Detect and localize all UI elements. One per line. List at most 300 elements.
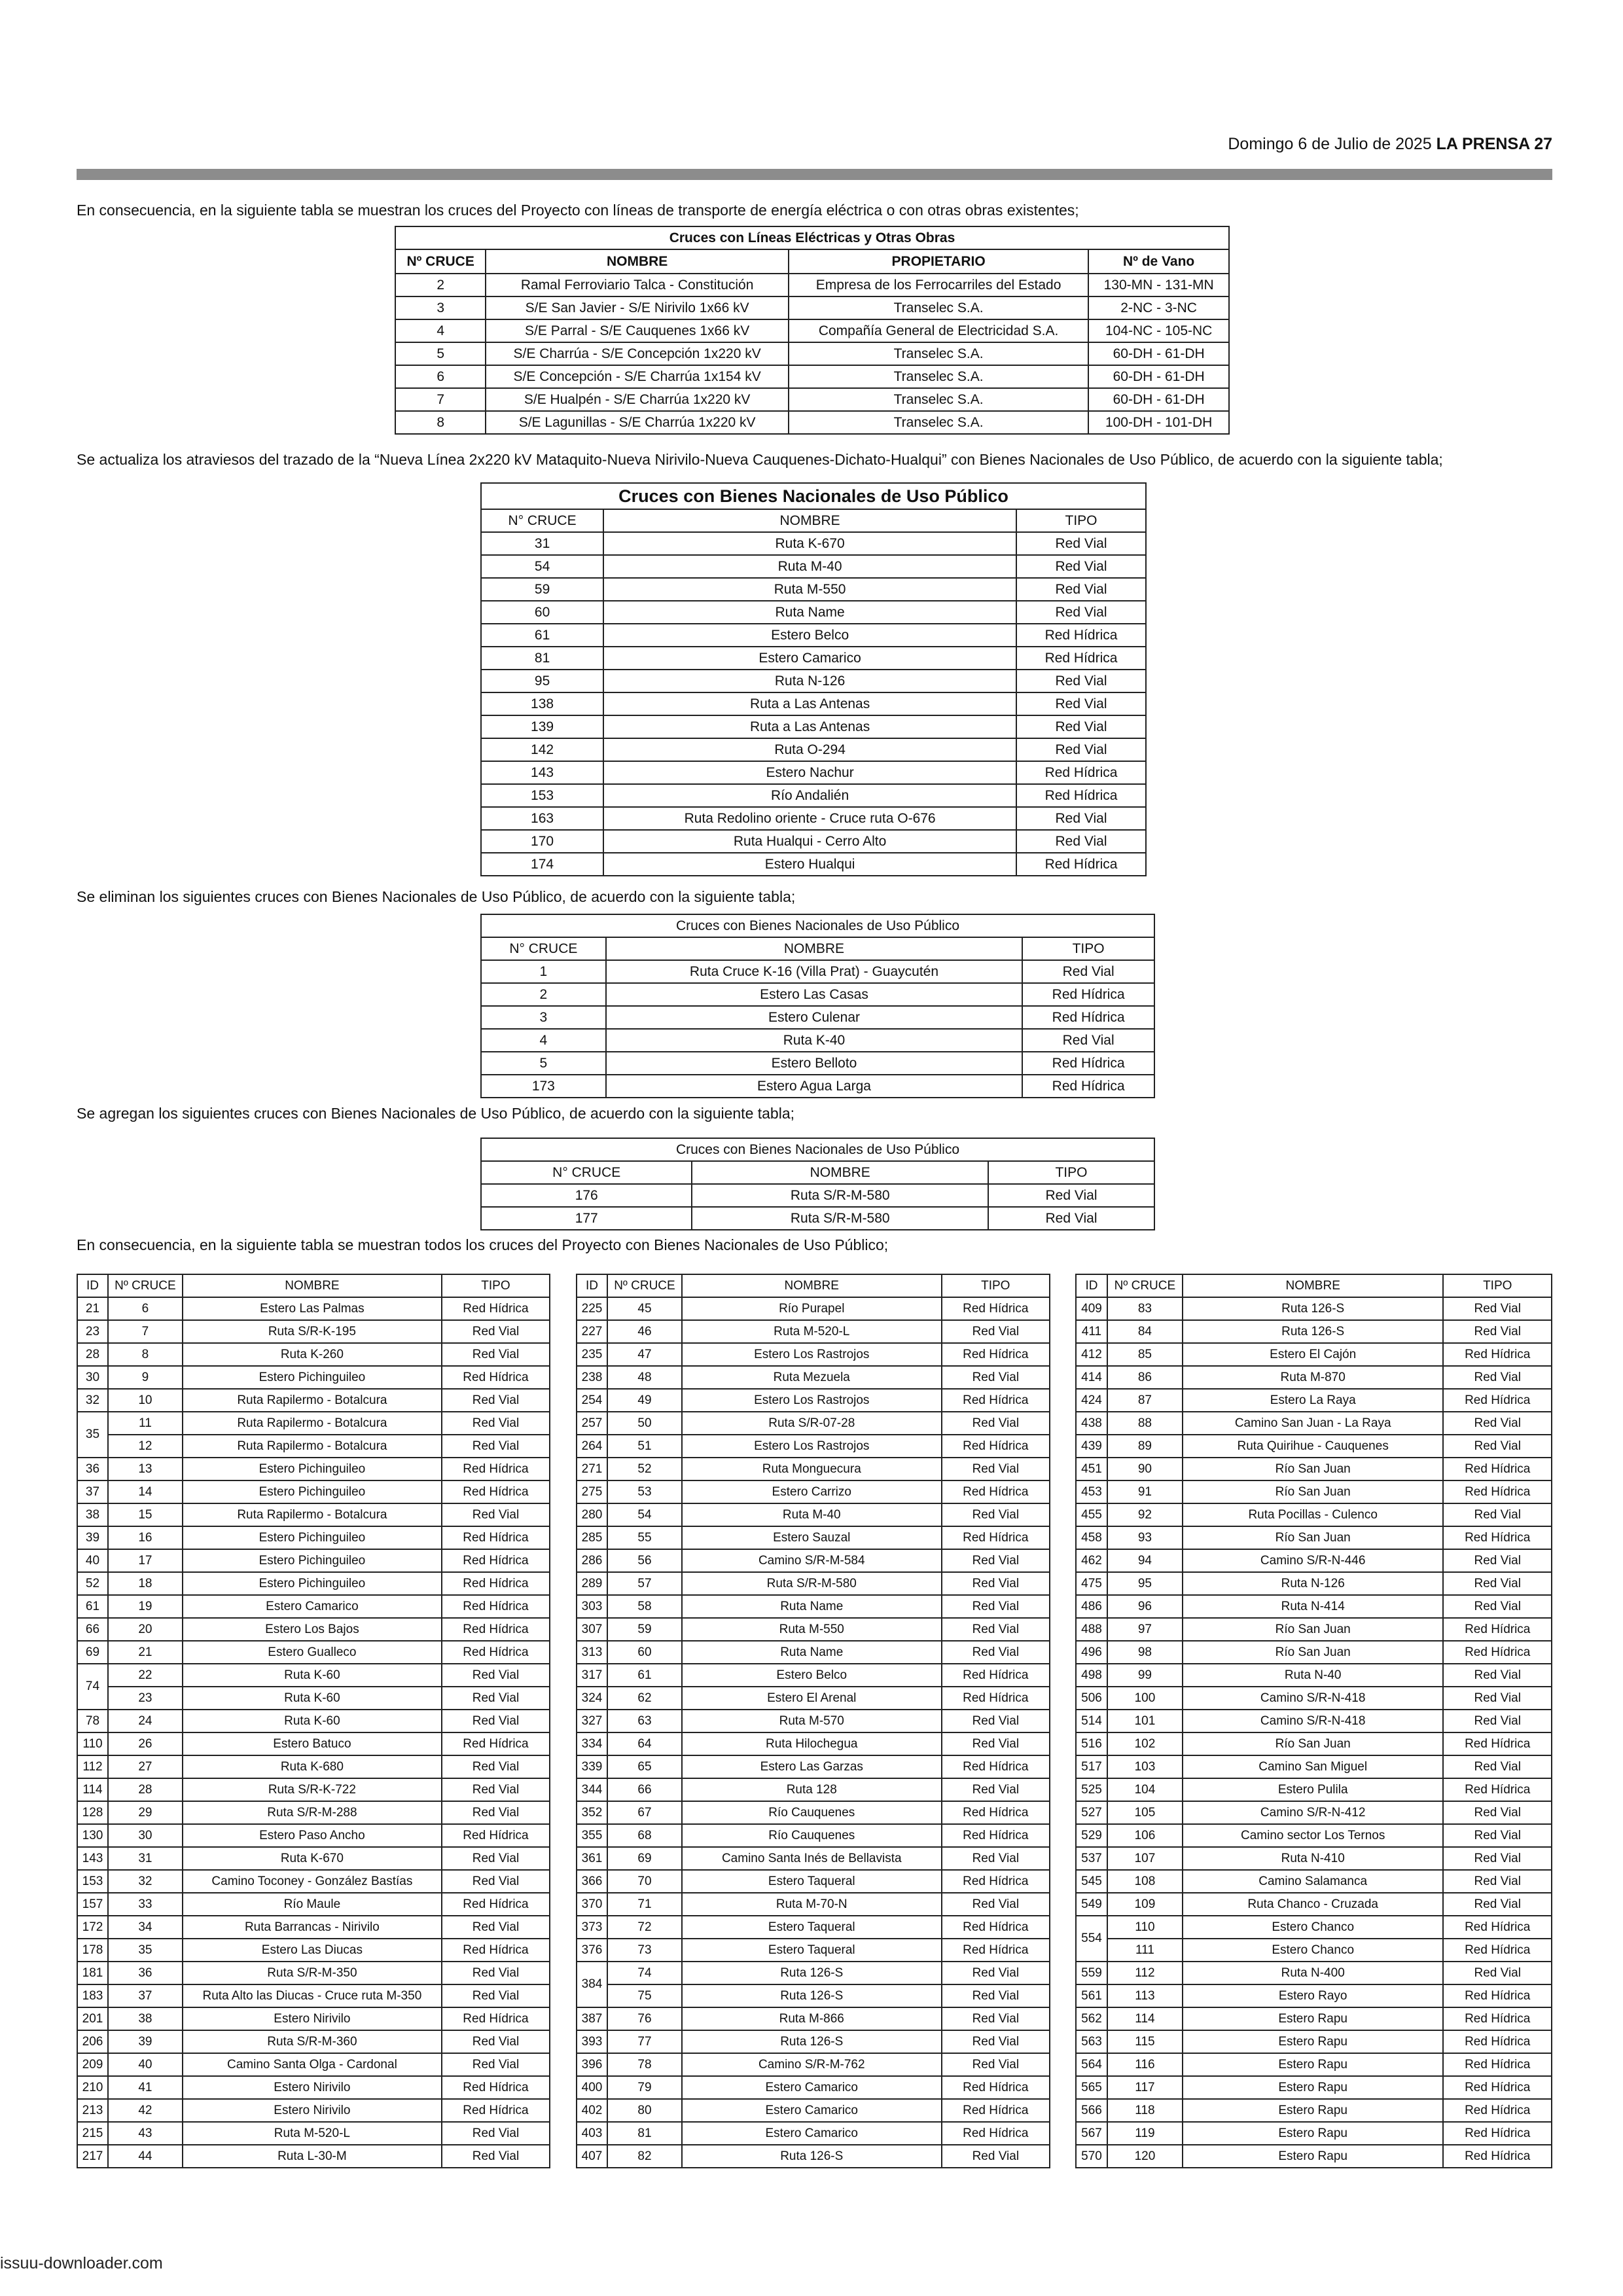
table-cell: Red Vial	[942, 1320, 1050, 1343]
table-cell: 42	[108, 2099, 183, 2122]
column-header: ID	[77, 1274, 108, 1297]
table-cell: Ruta K-60	[183, 1687, 442, 1710]
table-cell: Red Vial	[942, 2145, 1050, 2168]
paragraph-actualiza: Se actualiza los atraviesos del trazado de la “Nueva Línea 2x220 kV Mataquito-Nueva Nirivilo-Nueva Cauquenes-Dichato-Hualqui” con Bienes Nacionales de Uso Público, de acuerdo con la siguiente tabla;	[77, 451, 1443, 468]
table-row	[481, 830, 1146, 853]
table-cell: 43	[108, 2122, 183, 2145]
table-cell: Estero Rapu	[1183, 2053, 1444, 2076]
table-cell: Ruta 126-S	[682, 1984, 942, 2007]
table-cell: Red Hídrica	[442, 1732, 550, 1755]
table-cell: Red Vial	[942, 1984, 1050, 2007]
table-cell: Ruta Rapilermo - Botalcura	[183, 1412, 442, 1435]
id-cell: 37	[77, 1480, 108, 1503]
table-cell: 83	[1107, 1297, 1183, 1320]
id-cell: 114	[77, 1778, 108, 1801]
table-cell: Red Vial	[442, 1847, 550, 1870]
table-cell: 115	[1107, 2030, 1183, 2053]
table-row	[481, 1029, 1154, 1052]
table-cell: Red Vial	[942, 1641, 1050, 1664]
table-row	[1076, 1412, 1552, 1435]
table-cell: 100	[1107, 1687, 1183, 1710]
table-cell: 69	[607, 1847, 682, 1870]
table-cell: Red Vial	[942, 1412, 1050, 1435]
table-cell: Estero Agua Larga	[606, 1075, 1023, 1098]
table-cell: Río Andalién	[603, 784, 1016, 807]
id-cell: 238	[577, 1366, 607, 1389]
column-header: TIPO	[442, 1274, 550, 1297]
table-row	[1076, 1549, 1552, 1572]
table-cell: 77	[607, 2030, 682, 2053]
id-cell: 275	[577, 1480, 607, 1503]
table-cell: 71	[607, 1893, 682, 1916]
table-row	[577, 1366, 1050, 1389]
id-cell: 52	[77, 1572, 108, 1595]
table-cell: Río Maule	[183, 1893, 442, 1916]
table-cell: 32	[108, 1870, 183, 1893]
column-header: TIPO	[942, 1274, 1050, 1297]
table-row	[481, 1207, 1154, 1230]
table-row	[1076, 1343, 1552, 1366]
id-cell: 527	[1076, 1801, 1107, 1824]
table-cell: 92	[1107, 1503, 1183, 1526]
table-cell: Red Vial	[942, 1778, 1050, 1801]
table-cell: Red Vial	[1016, 670, 1146, 692]
table-cell: 90	[1107, 1458, 1183, 1480]
table-cell: Estero Hualqui	[603, 853, 1016, 876]
id-cell: 39	[77, 1526, 108, 1549]
table-row	[77, 1618, 550, 1641]
id-cell: 206	[77, 2030, 108, 2053]
table-row	[77, 1664, 550, 1687]
table-cell: 60	[481, 601, 603, 624]
table-cell: 100-DH - 101-DH	[1088, 411, 1229, 434]
table-cell: 14	[108, 1480, 183, 1503]
table-cell: Red Hídrica	[942, 2122, 1050, 2145]
table-cell: 74	[607, 1962, 682, 1984]
table-row	[1076, 1503, 1552, 1526]
table-cell: 37	[108, 1984, 183, 2007]
table-cell: Red Hídrica	[442, 1595, 550, 1618]
table-cell: Red Hídrica	[442, 1526, 550, 1549]
table-cell: 4	[481, 1029, 606, 1052]
table-row	[481, 578, 1146, 601]
table-cell: Ruta S/R-M-580	[692, 1207, 988, 1230]
table-header-row	[481, 937, 1154, 960]
id-cell: 475	[1076, 1572, 1107, 1595]
table-cell: 19	[108, 1595, 183, 1618]
table-row	[77, 2030, 550, 2053]
table-cell: Ruta M-40	[603, 555, 1016, 578]
table-row	[1076, 1641, 1552, 1664]
table-row	[77, 1595, 550, 1618]
table-cell: S/E Charrúa - S/E Concepción 1x220 kV	[486, 342, 789, 365]
id-cell: 549	[1076, 1893, 1107, 1916]
table-cell: Red Hídrica	[942, 1916, 1050, 1939]
table-row	[481, 624, 1146, 647]
table-cell: Ruta M-870	[1183, 1366, 1444, 1389]
table-cell: 173	[481, 1075, 606, 1098]
table-cell: 20	[108, 1618, 183, 1641]
table-header-row	[481, 509, 1146, 532]
table-cell: 94	[1107, 1549, 1183, 1572]
table-cell: Red Vial	[1443, 1366, 1552, 1389]
table-cell: 17	[108, 1549, 183, 1572]
table-row	[77, 1366, 550, 1389]
table-cell: Red Vial	[1443, 1320, 1552, 1343]
table-cell: Red Hídrica	[1022, 983, 1154, 1006]
id-cell: 69	[77, 1641, 108, 1664]
table-row	[77, 1732, 550, 1755]
id-cell: 506	[1076, 1687, 1107, 1710]
table-cell: Ruta 126-S	[682, 1962, 942, 1984]
table-cell: Ruta 126-S	[1183, 1297, 1444, 1320]
table-cell: Red Hídrica	[1443, 1732, 1552, 1755]
table-row	[77, 1389, 550, 1412]
table-cell: Río Purapel	[682, 1297, 942, 1320]
table-cell: Red Vial	[1016, 692, 1146, 715]
table-row	[577, 1503, 1050, 1526]
table-cell: Red Hídrica	[1443, 2122, 1552, 2145]
table-cell: Ruta N-126	[1183, 1572, 1444, 1595]
table-row	[395, 388, 1229, 411]
table-cell: Red Hídrica	[942, 1801, 1050, 1824]
table-cell: Red Vial	[1443, 1549, 1552, 1572]
table-cell: Red Vial	[1443, 1870, 1552, 1893]
table-cell: Red Vial	[442, 2030, 550, 2053]
table-row	[481, 983, 1154, 1006]
id-cell: 28	[77, 1343, 108, 1366]
table-cell: Red Vial	[942, 1618, 1050, 1641]
id-cell: 403	[577, 2122, 607, 2145]
id-cell: 172	[77, 1916, 108, 1939]
id-cell: 402	[577, 2099, 607, 2122]
table-cell: Estero Camarico	[682, 2099, 942, 2122]
id-cell: 257	[577, 1412, 607, 1435]
column-header: TIPO	[1016, 509, 1146, 532]
table-cell: Red Vial	[1443, 1297, 1552, 1320]
table-cell: Red Vial	[1443, 1503, 1552, 1526]
table-cell: Ruta Name	[682, 1595, 942, 1618]
table-row	[77, 1778, 550, 1801]
table-cell: Río Cauquenes	[682, 1824, 942, 1847]
table-cell: Red Vial	[442, 1984, 550, 2007]
table-cell: 91	[1107, 1480, 1183, 1503]
table-cell: Estero Chanco	[1183, 1939, 1444, 1962]
id-cell: 561	[1076, 1984, 1107, 2007]
table-cell: Estero Camarico	[682, 2076, 942, 2099]
id-cell: 210	[77, 2076, 108, 2099]
table-cell: Ruta K-60	[183, 1710, 442, 1732]
table-cell: 109	[1107, 1893, 1183, 1916]
id-cell: 411	[1076, 1320, 1107, 1343]
table-row	[577, 2053, 1050, 2076]
table-cell: Río San Juan	[1183, 1641, 1444, 1664]
table-row	[1076, 1480, 1552, 1503]
table-row	[481, 601, 1146, 624]
table-agrega-cruces	[480, 1138, 1155, 1230]
table-row	[577, 1801, 1050, 1824]
table-cell: Red Hídrica	[1443, 1480, 1552, 1503]
table-cell: Ruta Rapilermo - Botalcura	[183, 1389, 442, 1412]
table-cell: 21	[108, 1641, 183, 1664]
table-row	[77, 1893, 550, 1916]
id-cell: 112	[77, 1755, 108, 1778]
table-row	[577, 2030, 1050, 2053]
table-cell: 47	[607, 1343, 682, 1366]
table-cell: Red Vial	[442, 1343, 550, 1366]
table-cell: Ruta Quirihue - Cauquenes	[1183, 1435, 1444, 1458]
table-row	[577, 1778, 1050, 1801]
id-cell: 35	[77, 1412, 108, 1458]
table-cell: 101	[1107, 1710, 1183, 1732]
table-cell: 117	[1107, 2076, 1183, 2099]
table-cell: Ruta K-680	[183, 1755, 442, 1778]
table-cell: Red Hídrica	[442, 1549, 550, 1572]
table-cell: Red Hídrica	[942, 1664, 1050, 1687]
table-cell: 53	[607, 1480, 682, 1503]
table-cell: Red Vial	[442, 1664, 550, 1687]
table-cell: Río Cauquenes	[682, 1801, 942, 1824]
table-row	[577, 1412, 1050, 1435]
table-cell: Ruta S/R-M-580	[682, 1572, 942, 1595]
table-cell: 38	[108, 2007, 183, 2030]
id-cell: 439	[1076, 1435, 1107, 1458]
id-cell: 178	[77, 1939, 108, 1962]
table-cell: Ruta S/R-M-360	[183, 2030, 442, 2053]
table-cell: 89	[1107, 1435, 1183, 1458]
table-cell: Red Hídrica	[442, 1824, 550, 1847]
table-cell: Ruta Barrancas - Nirivilo	[183, 1916, 442, 1939]
table-cell: Red Hídrica	[1443, 2076, 1552, 2099]
table-cell: 105	[1107, 1801, 1183, 1824]
id-cell: 567	[1076, 2122, 1107, 2145]
table-cell: Red Hídrica	[1016, 624, 1146, 647]
column-header: NOMBRE	[603, 509, 1016, 532]
column-header: PROPIETARIO	[789, 249, 1088, 274]
id-cell: 370	[577, 1893, 607, 1916]
table-cell: Ruta N-126	[603, 670, 1016, 692]
table-cell: Estero Belco	[603, 624, 1016, 647]
table-cell: Red Hídrica	[1022, 1075, 1154, 1098]
table-cell: 11	[108, 1412, 183, 1435]
table-cell: 8	[108, 1343, 183, 1366]
table-cell: Red Vial	[942, 1549, 1050, 1572]
paragraph-elimina: Se eliminan los siguientes cruces con Bienes Nacionales de Uso Público, de acuerdo con la siguiente tabla;	[77, 888, 796, 905]
table-cell: Ruta M-550	[682, 1618, 942, 1641]
table-row	[1076, 2007, 1552, 2030]
column-header: N° CRUCE	[481, 937, 606, 960]
table-cell: Red Vial	[1016, 532, 1146, 555]
table-cell: 60	[607, 1641, 682, 1664]
table-cell: Ruta Alto las Diucas - Cruce ruta M-350	[183, 1984, 442, 2007]
table-cell: 18	[108, 1572, 183, 1595]
id-cell: 303	[577, 1595, 607, 1618]
table-cell: Red Vial	[942, 1458, 1050, 1480]
table-cell: 54	[607, 1503, 682, 1526]
id-cell: 213	[77, 2099, 108, 2122]
id-cell: 462	[1076, 1549, 1107, 1572]
table-row	[577, 1572, 1050, 1595]
table-cell: 59	[481, 578, 603, 601]
table-title: Cruces con Bienes Nacionales de Uso Público	[481, 914, 1154, 937]
table-cell: Camino S/R-N-418	[1183, 1710, 1444, 1732]
table-row	[77, 1412, 550, 1435]
table-cell: 81	[607, 2122, 682, 2145]
table-cell: Río San Juan	[1183, 1458, 1444, 1480]
table-cell: Red Hídrica	[1016, 761, 1146, 784]
table-cell: Estero Rapu	[1183, 2145, 1444, 2168]
table-cell: Red Hídrica	[442, 2099, 550, 2122]
table-row	[577, 1549, 1050, 1572]
table-row	[577, 1962, 1050, 1984]
table-cell: Estero Carrizo	[682, 1480, 942, 1503]
table-cell: 58	[607, 1595, 682, 1618]
table-row	[1076, 1320, 1552, 1343]
id-cell: 525	[1076, 1778, 1107, 1801]
table-row	[1076, 1824, 1552, 1847]
table-row	[577, 1458, 1050, 1480]
table-row	[1076, 1664, 1552, 1687]
id-cell: 209	[77, 2053, 108, 2076]
table-cell: Red Hídrica	[442, 2007, 550, 2030]
table-cell: 9	[108, 1366, 183, 1389]
table-cell: Estero Taqueral	[682, 1939, 942, 1962]
id-cell: 486	[1076, 1595, 1107, 1618]
table-cell: Red Hídrica	[1443, 1458, 1552, 1480]
table-cell: Red Vial	[1443, 1755, 1552, 1778]
id-cell: 78	[77, 1710, 108, 1732]
table-cell: Transelec S.A.	[789, 411, 1088, 434]
table-cell: 33	[108, 1893, 183, 1916]
table-cell: Estero El Arenal	[682, 1687, 942, 1710]
table-cell: 29	[108, 1801, 183, 1824]
column-header: NOMBRE	[1183, 1274, 1444, 1297]
table-cell: Ruta M-70-N	[682, 1893, 942, 1916]
id-cell: 393	[577, 2030, 607, 2053]
table-cell: 70	[607, 1870, 682, 1893]
table-cell: Red Hídrica	[942, 1870, 1050, 1893]
id-cell: 227	[577, 1320, 607, 1343]
table-cell: Transelec S.A.	[789, 388, 1088, 411]
table-cell: Ruta S/R-M-350	[183, 1962, 442, 1984]
header-date: Domingo 6 de Julio de 2025	[1228, 135, 1432, 153]
table-cell: 27	[108, 1755, 183, 1778]
table-cell: Red Vial	[1016, 807, 1146, 830]
header-brand: LA PRENSA 27	[1436, 135, 1552, 153]
id-cell: 36	[77, 1458, 108, 1480]
id-cell: 280	[577, 1503, 607, 1526]
table-cell: Red Hídrica	[1443, 2030, 1552, 2053]
paragraph-agrega: Se agregan los siguientes cruces con Bienes Nacionales de Uso Público, de acuerdo con la siguiente tabla;	[77, 1105, 795, 1122]
table-cell: 40	[108, 2053, 183, 2076]
id-cell: 61	[77, 1595, 108, 1618]
table-cell: Ruta Rapilermo - Botalcura	[183, 1503, 442, 1526]
id-cell: 516	[1076, 1732, 1107, 1755]
table-cell: Red Hídrica	[1443, 1939, 1552, 1962]
id-cell: 376	[577, 1939, 607, 1962]
table-cell: Red Vial	[442, 1755, 550, 1778]
table-row	[1076, 1847, 1552, 1870]
table-cell: S/E Parral - S/E Cauquenes 1x66 kV	[486, 319, 789, 342]
table-row	[77, 1870, 550, 1893]
table-cell: 6	[395, 365, 486, 388]
table-row	[577, 1755, 1050, 1778]
table-cell: 104-NC - 105-NC	[1088, 319, 1229, 342]
table-cell: 84	[1107, 1320, 1183, 1343]
table-todos-col1	[77, 1274, 550, 2168]
table-cell: 76	[607, 2007, 682, 2030]
table-row	[1076, 2076, 1552, 2099]
table-cell: Ruta K-40	[606, 1029, 1023, 1052]
table-row	[481, 1006, 1154, 1029]
table-row	[395, 274, 1229, 296]
table-cell: 82	[607, 2145, 682, 2168]
table-cell: Red Hídrica	[942, 1939, 1050, 1962]
table-cell: Red Vial	[942, 1366, 1050, 1389]
table-row	[395, 319, 1229, 342]
table-cell: 95	[1107, 1572, 1183, 1595]
table-header-row	[395, 249, 1229, 274]
table-cell: Ruta 126-S	[1183, 1320, 1444, 1343]
id-cell: 225	[577, 1297, 607, 1320]
table-cell: Red Vial	[442, 1710, 550, 1732]
table-cell: Estero Camarico	[603, 647, 1016, 670]
id-cell: 373	[577, 1916, 607, 1939]
table-cell: 116	[1107, 2053, 1183, 2076]
table-row	[1076, 1435, 1552, 1458]
table-cell: 5	[481, 1052, 606, 1075]
table-cell: Red Hídrica	[1022, 1052, 1154, 1075]
id-cell: 143	[77, 1847, 108, 1870]
table-cell: Red Hídrica	[1443, 1389, 1552, 1412]
table-row	[1076, 1939, 1552, 1962]
id-cell: 537	[1076, 1847, 1107, 1870]
table-cell: S/E Lagunillas - S/E Charrúa 1x220 kV	[486, 411, 789, 434]
table-cell: Río San Juan	[1183, 1732, 1444, 1755]
table-row	[577, 2145, 1050, 2168]
table-cell: 85	[1107, 1343, 1183, 1366]
table-cell: Ruta Hualqui - Cerro Alto	[603, 830, 1016, 853]
table-cell: 34	[108, 1916, 183, 1939]
table-cell: Red Hídrica	[442, 2076, 550, 2099]
table-cell: Estero Belloto	[606, 1052, 1023, 1075]
id-cell: 307	[577, 1618, 607, 1641]
table-row	[77, 1710, 550, 1732]
table-cell: Estero Los Rastrojos	[682, 1435, 942, 1458]
id-cell: 339	[577, 1755, 607, 1778]
id-cell: 157	[77, 1893, 108, 1916]
table-cell: 98	[1107, 1641, 1183, 1664]
table-cell: Camino Toconey - González Bastías	[183, 1870, 442, 1893]
table-cell: Camino S/R-M-762	[682, 2053, 942, 2076]
table-cell: Estero Camarico	[183, 1595, 442, 1618]
table-cell: Ruta M-570	[682, 1710, 942, 1732]
page-header	[1021, 135, 1552, 154]
table-cell: Ruta M-520-L	[682, 1320, 942, 1343]
table-cell: Estero Los Rastrojos	[682, 1343, 942, 1366]
table-cell: 119	[1107, 2122, 1183, 2145]
table-cell: Estero Culenar	[606, 1006, 1023, 1029]
column-header: Nº de Vano	[1088, 249, 1229, 274]
table-row	[77, 1320, 550, 1343]
table-cell: Red Hídrica	[1016, 647, 1146, 670]
table-row	[481, 555, 1146, 578]
table-cell: Estero Las Garzas	[682, 1755, 942, 1778]
table-cell: Ruta M-520-L	[183, 2122, 442, 2145]
table-cell: Camino S/R-N-446	[1183, 1549, 1444, 1572]
table-cell: Transelec S.A.	[789, 296, 1088, 319]
table-cell: Red Vial	[442, 1389, 550, 1412]
